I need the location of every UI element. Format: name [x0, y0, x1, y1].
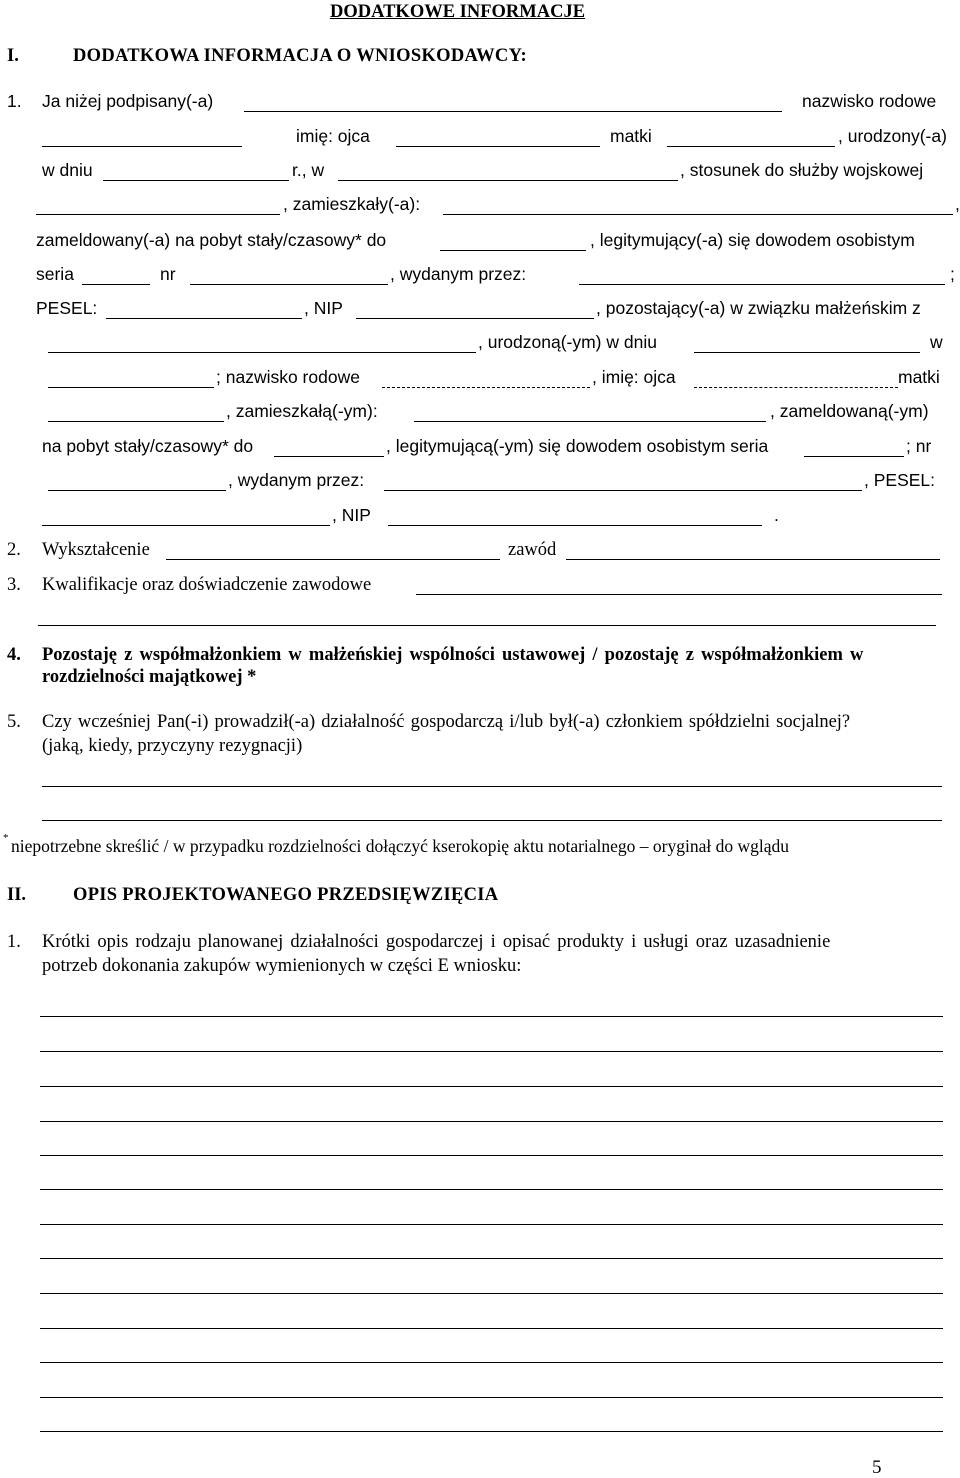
- footnote-mark: *: [3, 832, 9, 844]
- field-imie-matki[interactable]: [667, 146, 835, 147]
- item-4-number: 4.: [7, 645, 21, 665]
- label-stosunek-wojskowy: , stosunek do służby wojskowej: [680, 160, 924, 180]
- field-nazwisko-rodowe[interactable]: [42, 146, 242, 147]
- label-pobyt-2: na pobyt stały/czasowy* do: [42, 436, 254, 456]
- field-opis-line[interactable]: [40, 1016, 943, 1017]
- field-zawod[interactable]: [566, 559, 940, 560]
- section-2-title: OPIS PROJEKTOWANEGO PRZEDSIĘWZIĘCIA: [73, 885, 499, 905]
- label-r-w: r., w: [292, 160, 325, 180]
- field-pesel-wspolmalzonka[interactable]: [42, 525, 330, 526]
- item-4-text-line-2: rozdzielności majątkowej *: [42, 667, 257, 687]
- field-miejsce-urodzenia-wspolmalzonka[interactable]: [48, 387, 214, 388]
- field-opis-line[interactable]: [40, 1258, 943, 1259]
- field-nr-dowodu[interactable]: [190, 284, 388, 285]
- label-matki-2: matki: [898, 367, 940, 387]
- label-wydanym: , wydanym przez:: [390, 264, 527, 284]
- field-stosunek-wojskowy[interactable]: [36, 214, 280, 215]
- field-dzialalnosc-1[interactable]: [42, 786, 942, 787]
- label-zameldowany: zameldowany(-a) na pobyt stały/czasowy* do: [36, 230, 387, 250]
- label-nr-2: ; nr: [906, 436, 932, 456]
- field-wydany-przez[interactable]: [579, 284, 945, 285]
- field-seria-dowodu[interactable]: [82, 284, 150, 285]
- section-2-number: II.: [7, 885, 27, 905]
- field-nip-wspolmalzonka[interactable]: [388, 525, 762, 526]
- field-opis-line[interactable]: [40, 1362, 943, 1363]
- label-zameldowana-2: , zameldowaną(-ym): [770, 401, 929, 421]
- section-2-item-1-line-1: Krótki opis rodzaju planowanej działalności gospodarczej i opisać produkty i usługi oraz uzasadnienie: [42, 932, 831, 952]
- label-imie-ojca-2: , imię: ojca: [592, 367, 676, 387]
- label-urodzona-w-dniu: , urodzoną(-ym) w dniu: [478, 332, 657, 352]
- page-number: 5: [872, 1457, 882, 1478]
- section-1-title: DODATKOWA INFORMACJA O WNIOSKODAWCY:: [73, 46, 527, 66]
- field-adres-zamieszkania[interactable]: [443, 214, 953, 215]
- field-opis-line[interactable]: [40, 1155, 943, 1156]
- label-urodzony: , urodzony(-a): [838, 126, 947, 146]
- field-imie-matki-wspolmalzonka[interactable]: [48, 421, 224, 422]
- field-opis-line[interactable]: [40, 1121, 943, 1122]
- field-kwalifikacje-1[interactable]: [416, 594, 942, 595]
- label-wydanym-2: , wydanym przez:: [228, 470, 365, 490]
- label-w-dniu: w dniu: [42, 160, 93, 180]
- label-nip: , NIP: [304, 298, 343, 318]
- field-imie-ojca[interactable]: [396, 146, 600, 147]
- label-zamieszkaly: , zamieszkały(-a):: [283, 194, 421, 214]
- item-1-number: 1.: [7, 91, 22, 111]
- label-legitymujaca-2: , legitymującą(-ym) się dowodem osobistym seria: [386, 436, 769, 456]
- field-imie-ojca-wspolmalzonka[interactable]: [694, 387, 898, 388]
- item-4-text-line-1: Pozostaję z współmałżonkiem w małżeńskiej wspólności ustawowej / pozostaję z współmałżonkiem w: [42, 645, 864, 665]
- item-5-text-line-2: (jaką, kiedy, przyczyny rezygnacji): [42, 736, 303, 756]
- field-miejsce-urodzenia[interactable]: [338, 180, 678, 181]
- section-2-item-1-line-2: potrzeb dokonania zakupów wymienionych w części E wniosku:: [42, 956, 522, 976]
- label-nazwisko-rodowe: nazwisko rodowe: [802, 91, 937, 111]
- label-ja-nizej: Ja niżej podpisany(-a): [42, 91, 214, 111]
- label-pesel-2: , PESEL:: [864, 470, 936, 490]
- item-2-number: 2.: [7, 540, 21, 560]
- field-nip[interactable]: [356, 318, 594, 319]
- field-wyksztalcenie[interactable]: [166, 559, 500, 560]
- field-opis-line[interactable]: [40, 1086, 943, 1087]
- item-5-number: 5.: [7, 712, 21, 732]
- field-opis-line[interactable]: [40, 1051, 943, 1052]
- label-wyksztalcenie: Wykształcenie: [42, 540, 150, 560]
- label-kwalifikacje: Kwalifikacje oraz doświadczenie zawodowe: [42, 575, 372, 595]
- footnote-text: niepotrzebne skreślić / w przypadku rozdzielności dołączyć kserokopię aktu notarialnego – oryginał do wglądu: [11, 836, 790, 856]
- label-pozostajacy: , pozostający(-a) w związku małżeńskim z: [596, 298, 921, 318]
- field-zameldowany-do[interactable]: [440, 250, 586, 251]
- label-legitymujacy: , legitymujący(-a) się dowodem osobistym: [590, 230, 915, 250]
- field-wspolmalzonek[interactable]: [48, 352, 476, 353]
- label-nip-2: , NIP: [332, 505, 371, 525]
- label-imie-ojca: imię: ojca: [296, 126, 370, 146]
- field-opis-line[interactable]: [40, 1224, 943, 1225]
- label-zamieszkala-2: , zamieszkałą(-ym):: [226, 401, 378, 421]
- field-seria-dowodu-wspolmalzonka[interactable]: [804, 456, 904, 457]
- field-opis-line[interactable]: [40, 1431, 943, 1432]
- field-imie-nazwisko[interactable]: [244, 111, 782, 112]
- label-seria: seria: [36, 264, 74, 284]
- field-opis-line[interactable]: [40, 1328, 943, 1329]
- field-wydany-przez-wspolmalzonka[interactable]: [384, 490, 862, 491]
- field-kwalifikacje-2[interactable]: [38, 625, 936, 626]
- section-2-item-1-number: 1.: [7, 932, 21, 952]
- label-period: .: [774, 505, 779, 525]
- label-pesel: PESEL:: [36, 298, 98, 318]
- field-pesel[interactable]: [106, 318, 302, 319]
- field-opis-line[interactable]: [40, 1293, 943, 1294]
- document-title: DODATKOWE INFORMACJE: [330, 2, 586, 22]
- section-1-number: I.: [7, 46, 19, 66]
- label-matki: matki: [610, 126, 652, 146]
- field-opis-line[interactable]: [40, 1189, 943, 1190]
- label-nazwisko-rodowe-2: ; nazwisko rodowe: [216, 367, 360, 387]
- label-semicolon: ;: [950, 264, 955, 284]
- field-adres-wspolmalzonka[interactable]: [414, 421, 766, 422]
- label-w: w: [930, 332, 943, 352]
- field-nazwisko-rodowe-wspolmalzonka[interactable]: [382, 387, 590, 388]
- field-data-urodzenia-wspolmalzonka[interactable]: [694, 352, 920, 353]
- item-3-number: 3.: [7, 575, 21, 595]
- field-nr-dowodu-wspolmalzonka[interactable]: [48, 490, 226, 491]
- field-data-urodzenia[interactable]: [103, 180, 289, 181]
- label-zawod: zawód: [508, 540, 557, 560]
- field-zameldowana-do[interactable]: [274, 456, 384, 457]
- label-comma: ,: [955, 194, 960, 214]
- field-opis-line[interactable]: [40, 1397, 943, 1398]
- label-nr: nr: [160, 264, 176, 284]
- item-5-text-line-1: Czy wcześniej Pan(-i) prowadził(-a) działalność gospodarczą i/lub był(-a) członkiem spółdzielni socjalnej?: [42, 712, 851, 732]
- field-dzialalnosc-2[interactable]: [42, 820, 942, 821]
